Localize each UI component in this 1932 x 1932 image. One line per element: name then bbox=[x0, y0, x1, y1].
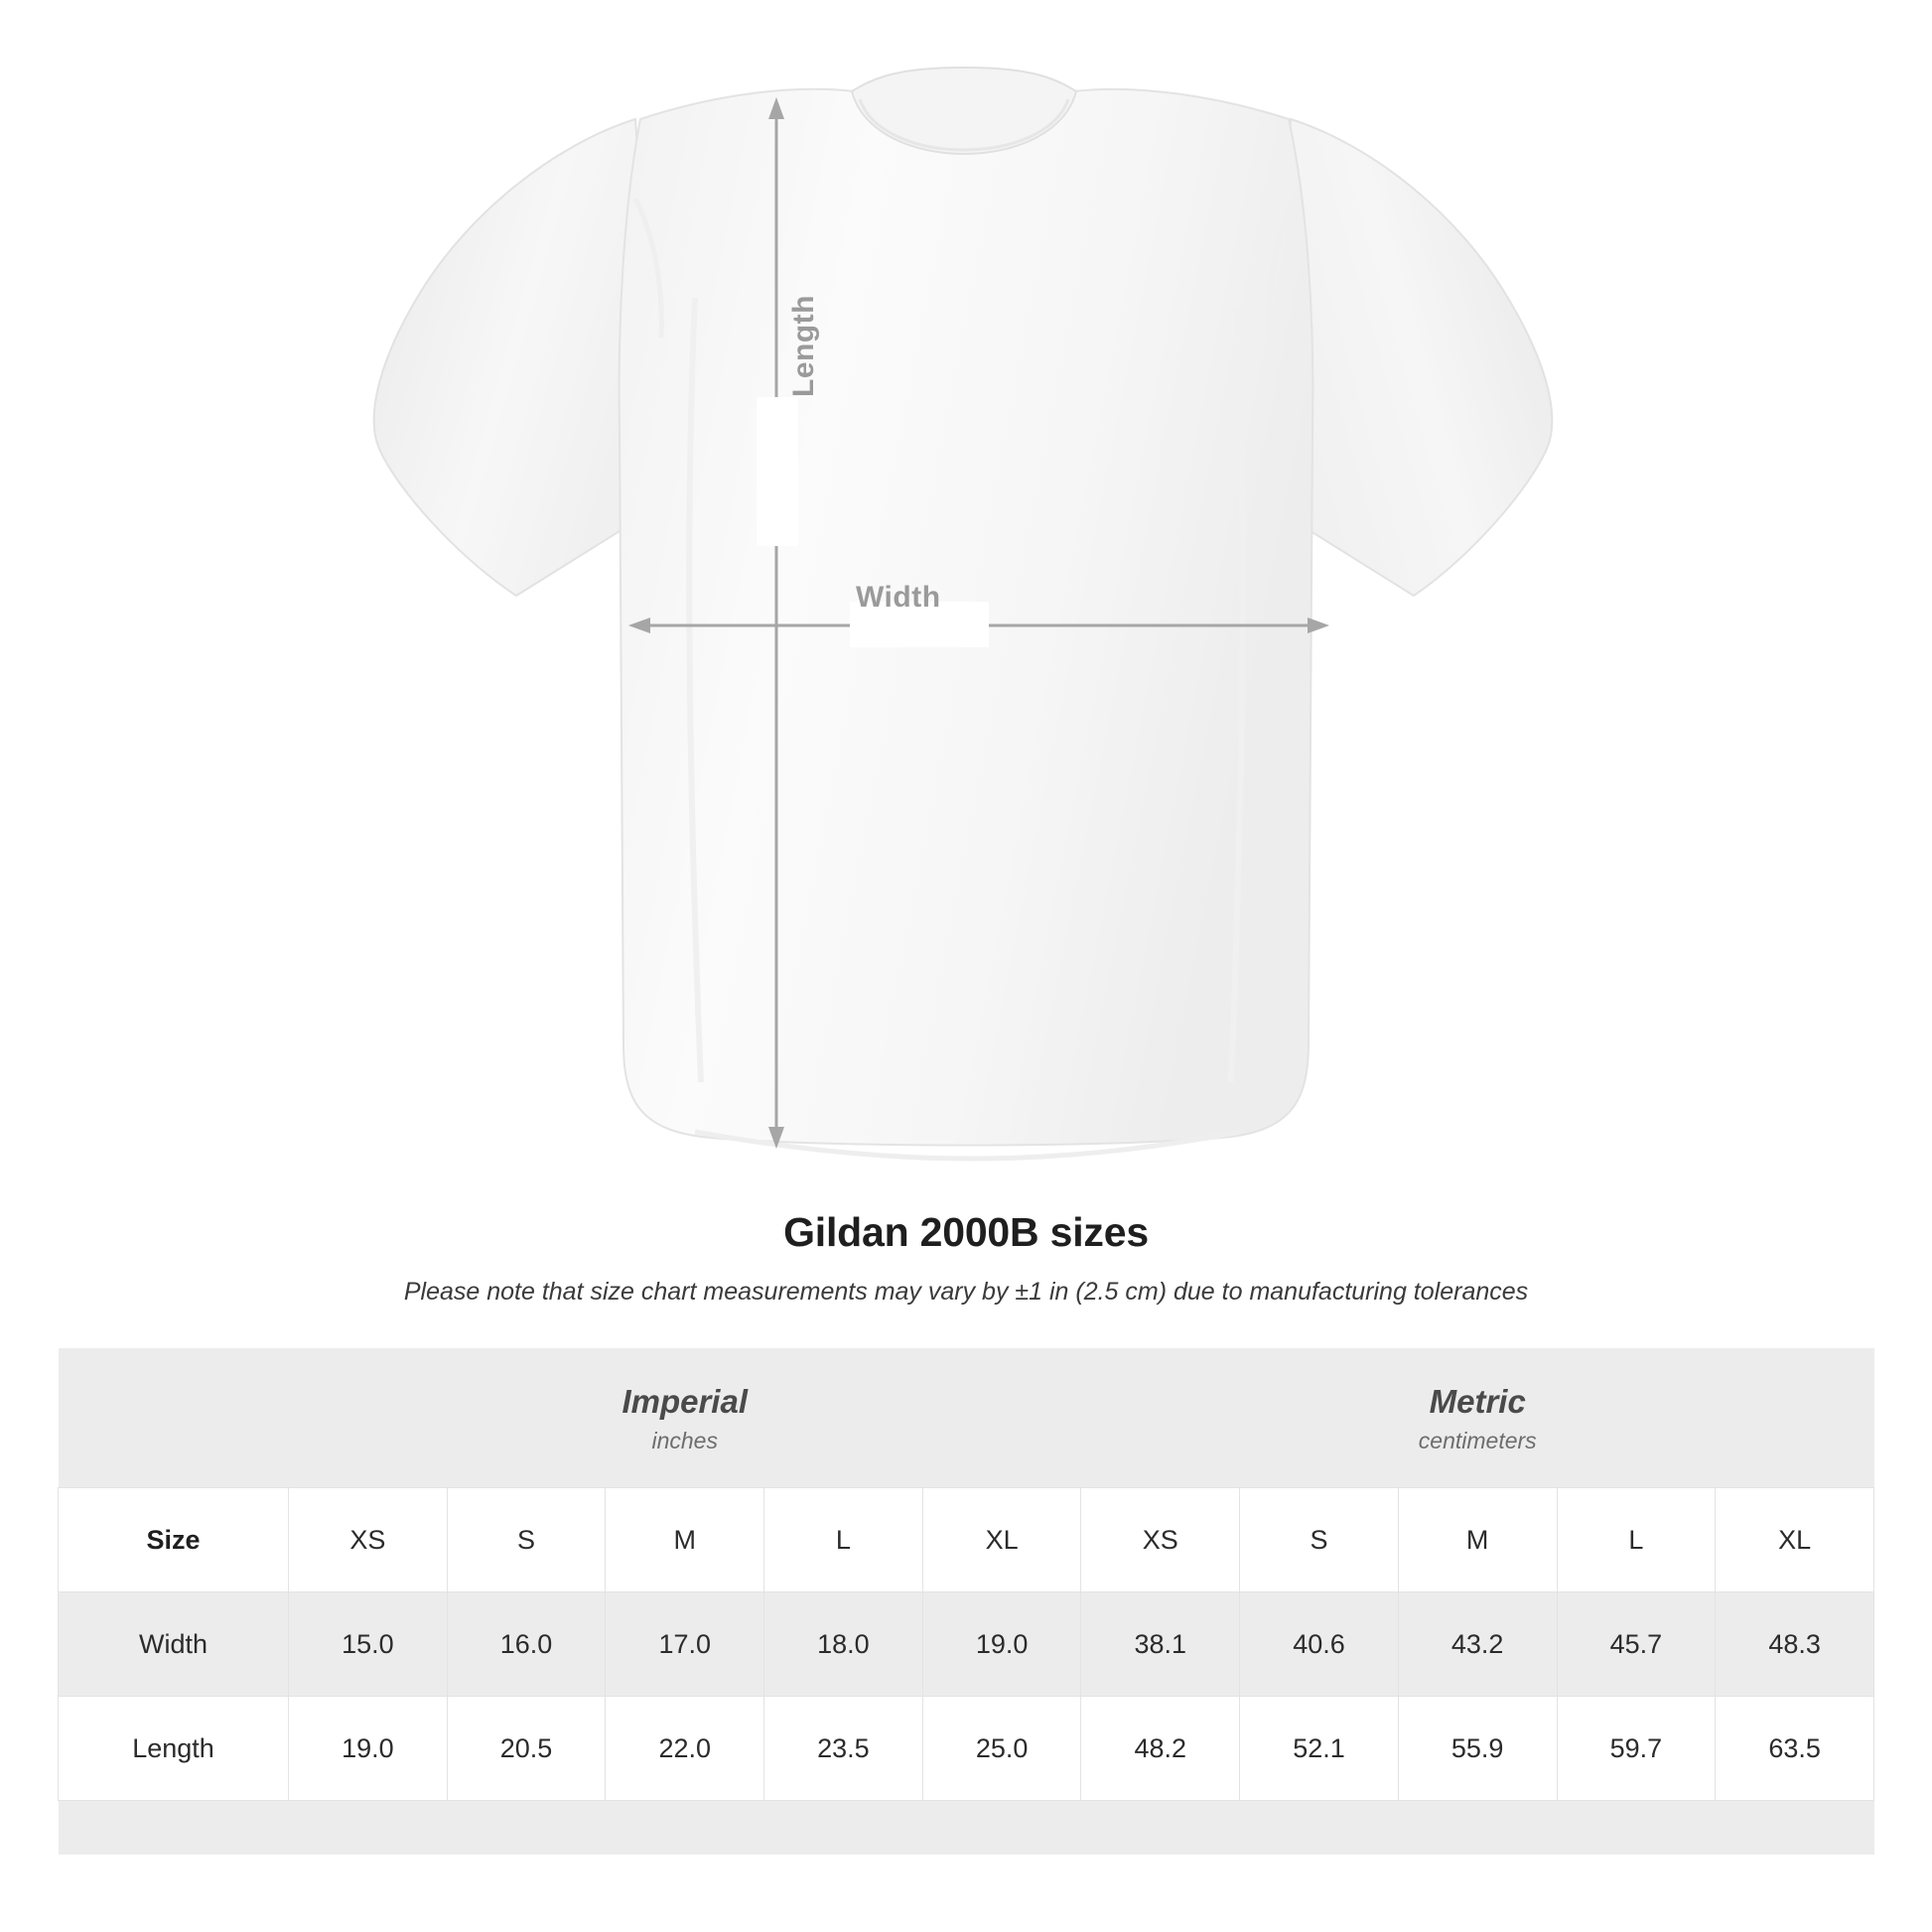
tolerance-note: Please note that size chart measurements may vary by ±1 in (2.5 cm) due to manufacturing tolerances bbox=[403, 1278, 1529, 1306]
table-row bbox=[59, 1697, 1874, 1801]
length-metric-l: 59.7 bbox=[1557, 1697, 1716, 1801]
size-header-imperial-m: M bbox=[606, 1488, 764, 1592]
unit-sub-metric: centimeters bbox=[1418, 1428, 1537, 1454]
length-imperial-s: 20.5 bbox=[447, 1697, 606, 1801]
width-imperial-m: 17.0 bbox=[606, 1592, 764, 1697]
size-header-metric-s: S bbox=[1240, 1488, 1399, 1592]
size-header-metric-m: M bbox=[1398, 1488, 1557, 1592]
unit-sub-imperial: inches bbox=[651, 1428, 718, 1454]
length-metric-m: 55.9 bbox=[1398, 1697, 1557, 1801]
unit-header-imperial bbox=[289, 1348, 1081, 1488]
unit-name-metric: Metric bbox=[1429, 1382, 1526, 1420]
size-header-imperial-l: L bbox=[764, 1488, 923, 1592]
size-table-wrapper bbox=[58, 1348, 1874, 1855]
row-label-width: Width bbox=[59, 1592, 289, 1697]
width-dimension-label: Width bbox=[856, 581, 941, 614]
width-imperial-l: 18.0 bbox=[764, 1592, 923, 1697]
size-header-imperial-s: S bbox=[447, 1488, 606, 1592]
width-imperial-xl: 19.0 bbox=[922, 1592, 1081, 1697]
size-table bbox=[58, 1348, 1874, 1855]
width-imperial-xs: 15.0 bbox=[289, 1592, 448, 1697]
title-block bbox=[0, 1209, 1932, 1307]
table-footer-row bbox=[59, 1801, 1874, 1856]
width-metric-xs: 38.1 bbox=[1081, 1592, 1240, 1697]
size-header-imperial-xl: XL bbox=[922, 1488, 1081, 1592]
size-header-metric-xl: XL bbox=[1716, 1488, 1874, 1592]
width-metric-l: 45.7 bbox=[1557, 1592, 1716, 1697]
length-metric-s: 52.1 bbox=[1240, 1697, 1399, 1801]
width-metric-xl: 48.3 bbox=[1716, 1592, 1874, 1697]
page-title: Gildan 2000B sizes bbox=[783, 1209, 1149, 1255]
size-header-imperial-xs: XS bbox=[289, 1488, 448, 1592]
unit-header-spacer bbox=[59, 1348, 289, 1488]
length-metric-xl: 63.5 bbox=[1716, 1697, 1874, 1801]
table-footer-spacer bbox=[59, 1801, 1874, 1856]
size-header-label: Size bbox=[59, 1488, 289, 1592]
size-header-metric-xs: XS bbox=[1081, 1488, 1240, 1592]
length-dimension-label: Length bbox=[787, 295, 820, 397]
length-imperial-m: 22.0 bbox=[606, 1697, 764, 1801]
length-imperial-xl: 25.0 bbox=[922, 1697, 1081, 1801]
width-imperial-s: 16.0 bbox=[447, 1592, 606, 1697]
unit-header-metric bbox=[1081, 1348, 1874, 1488]
length-metric-xs: 48.2 bbox=[1081, 1697, 1240, 1801]
width-metric-m: 43.2 bbox=[1398, 1592, 1557, 1697]
length-imperial-l: 23.5 bbox=[764, 1697, 923, 1801]
unit-header-row bbox=[59, 1348, 1874, 1488]
size-header-metric-l: L bbox=[1557, 1488, 1716, 1592]
row-label-length: Length bbox=[59, 1697, 289, 1801]
width-metric-s: 40.6 bbox=[1240, 1592, 1399, 1697]
length-imperial-xs: 19.0 bbox=[289, 1697, 448, 1801]
unit-name-imperial: Imperial bbox=[621, 1382, 748, 1420]
table-row bbox=[59, 1592, 1874, 1697]
size-header-row bbox=[59, 1488, 1874, 1592]
